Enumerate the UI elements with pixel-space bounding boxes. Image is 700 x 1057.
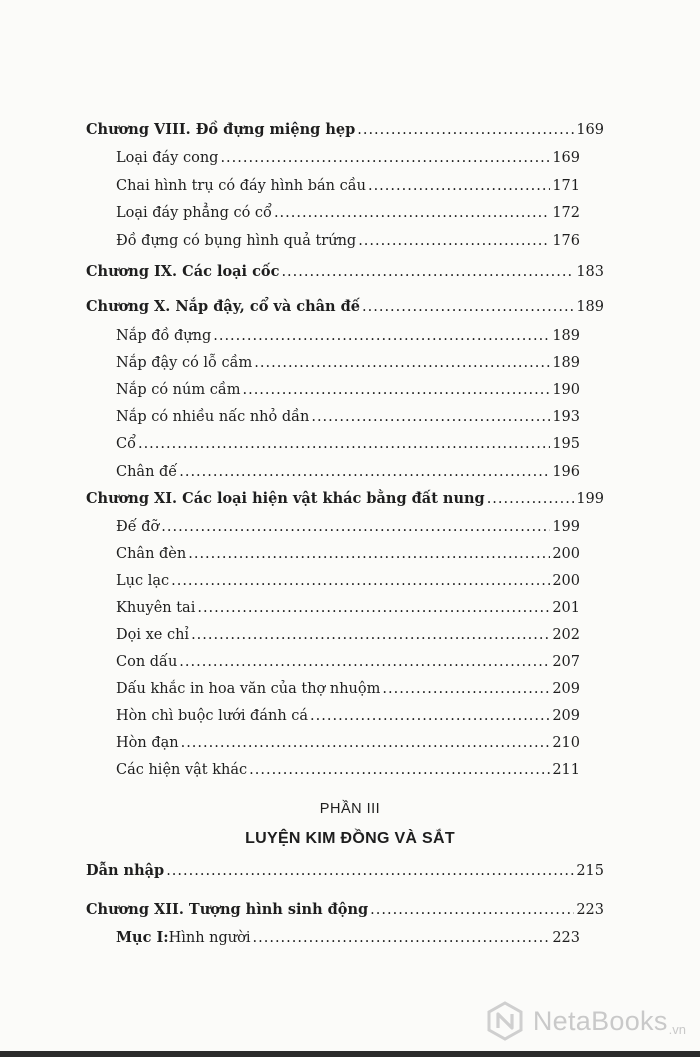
toc-entry-title: Loại đáy phẳng có cổ [116,205,272,221]
toc-entry-title: Đồ đựng có bụng hình quả trứng [116,233,357,249]
toc-entry-title: Hòn đạn [116,735,179,751]
toc-entry[interactable] [116,177,580,195]
dot-leader [274,204,550,222]
toc-entry[interactable] [116,599,580,617]
toc-entry-title: Dấu khắc in hoa văn của thợ nhuộm [116,681,381,697]
toc-entry-title: Nắp có nhiều nấc nhỏ dần [116,409,310,425]
toc-entry[interactable] [116,381,580,399]
toc-chapter-title: Chương X. Nắp đậy, cổ và chân đế [86,298,361,315]
toc-entry[interactable] [116,204,580,222]
toc-page-number: 195 [552,436,580,452]
toc-page-number: 223 [576,902,604,918]
dot-leader [188,545,550,563]
dot-leader [311,408,550,426]
toc-entry-title: Nắp có núm cầm [116,382,241,398]
dot-leader [138,435,550,453]
toc-intro[interactable] [86,862,604,880]
watermark-brand: NetaBooks [532,1005,668,1036]
toc-entry-title: Các hiện vật khác [116,762,248,778]
toc-page-number: 201 [552,600,580,616]
dot-leader [370,901,574,919]
toc-page-number: 183 [576,264,604,280]
toc-entry-title: Hình người [168,930,251,946]
toc-entry[interactable] [116,232,580,250]
toc-entry-title: Dọi xe chỉ [116,627,190,643]
toc-entry-title: Nắp đồ đựng [116,328,212,344]
dot-leader [362,298,574,316]
toc-chapter-10[interactable] [86,298,604,316]
dot-leader [166,862,574,880]
part-label: PHẦN III [319,801,381,817]
dot-leader [368,177,550,195]
dot-leader [310,707,550,725]
toc-entry-title: Lục lạc [116,573,170,589]
toc-entry-title: Chân đế [116,464,178,480]
toc-entry[interactable] [116,463,580,481]
toc-chapter-title: Chương XII. Tượng hình sinh động [86,901,369,918]
toc-entry[interactable] [116,327,580,345]
toc-entry[interactable] [116,734,580,752]
toc-page-number: 196 [552,464,580,480]
toc-page-number: 200 [552,546,580,562]
toc-page-number: 171 [552,178,580,194]
toc-entry[interactable] [116,572,580,590]
toc-page-number: 207 [552,654,580,670]
toc-entry[interactable] [116,653,580,671]
toc-entry[interactable] [116,545,580,563]
toc-page-number: 189 [552,328,580,344]
toc-entry-title: Cổ [116,436,136,452]
toc-page-number: 190 [552,382,580,398]
toc-entry-title: Khuyên tai [116,600,196,616]
toc-page-number: 223 [552,930,580,946]
dot-leader [253,929,551,947]
toc-entry[interactable] [116,929,580,947]
toc-entry-title: Loại đáy cong [116,150,219,166]
toc-page-number: 210 [552,735,580,751]
toc-entry[interactable] [116,680,580,698]
dot-leader [197,599,550,617]
toc-page-number: 193 [552,409,580,425]
toc-chapter-11[interactable] [86,490,604,508]
dot-leader [213,327,550,345]
toc-entry[interactable] [116,626,580,644]
toc-chapter-title: Chương IX. Các loại cốc [86,263,280,280]
dot-leader [382,680,550,698]
dot-leader [179,653,550,671]
toc-entry[interactable] [116,435,580,453]
toc-chapter-title: Dẫn nhập [86,862,165,879]
toc-entry-title: Chai hình trụ có đáy hình bán cầu [116,178,366,194]
toc-page-number: 209 [552,681,580,697]
toc-entry-title: Con dấu [116,654,178,670]
toc-entry-title: Hòn chì buộc lưới đánh cá [116,708,309,724]
dot-leader [181,734,551,752]
dot-leader [357,121,574,139]
toc-page-number: 169 [576,122,604,138]
netabooks-watermark [485,1001,686,1041]
toc-entry[interactable] [116,408,580,426]
toc-page-number: 215 [576,863,604,879]
toc-chapter-8[interactable] [86,121,604,139]
dot-leader [191,626,550,644]
dot-leader [249,761,550,779]
toc-page-number: 199 [552,519,580,535]
toc-entry[interactable] [116,761,580,779]
toc-entry[interactable] [116,707,580,725]
toc-chapter-title: Chương VIII. Đồ đựng miệng hẹp [86,121,356,138]
toc-page-number: 200 [552,573,580,589]
dot-leader [171,572,550,590]
dot-leader [281,263,574,281]
dot-leader [161,518,550,536]
toc-entry-title: Nắp đậy có lỗ cầm [116,355,253,371]
toc-page-number: 211 [552,762,580,778]
toc-entry-title: Chân đèn [116,546,187,562]
toc-page-number: 199 [576,491,604,507]
dot-leader [220,149,550,167]
dot-leader [179,463,550,481]
part-title: LUYỆN KIM ĐỒNG VÀ SẮT [245,830,455,847]
dot-leader [358,232,550,250]
toc-chapter-title: Chương XI. Các loại hiện vật khác bằng đất nung [86,490,485,507]
dot-leader [487,490,575,508]
toc-page-number: 169 [552,150,580,166]
toc-page-number: 209 [552,708,580,724]
netabooks-logo-icon [485,1001,525,1041]
toc-chapter-9[interactable] [86,263,604,281]
toc-entry-title-bold: Mục I: [116,929,169,946]
toc-entry[interactable] [116,518,580,536]
toc-entry-title: Đế đỡ [116,519,160,535]
toc-page-number: 172 [552,205,580,221]
toc-entry[interactable] [116,149,580,167]
watermark-suffix: .vn [668,1022,686,1037]
toc-page-number: 189 [576,299,604,315]
bottom-edge [0,1051,700,1057]
toc-entry[interactable] [116,354,580,372]
toc-page-number: 176 [552,233,580,249]
toc-page-number: 202 [552,627,580,643]
dot-leader [242,381,550,399]
toc-page-number: 189 [552,355,580,371]
toc-chapter-12[interactable] [86,901,604,919]
dot-leader [254,354,550,372]
